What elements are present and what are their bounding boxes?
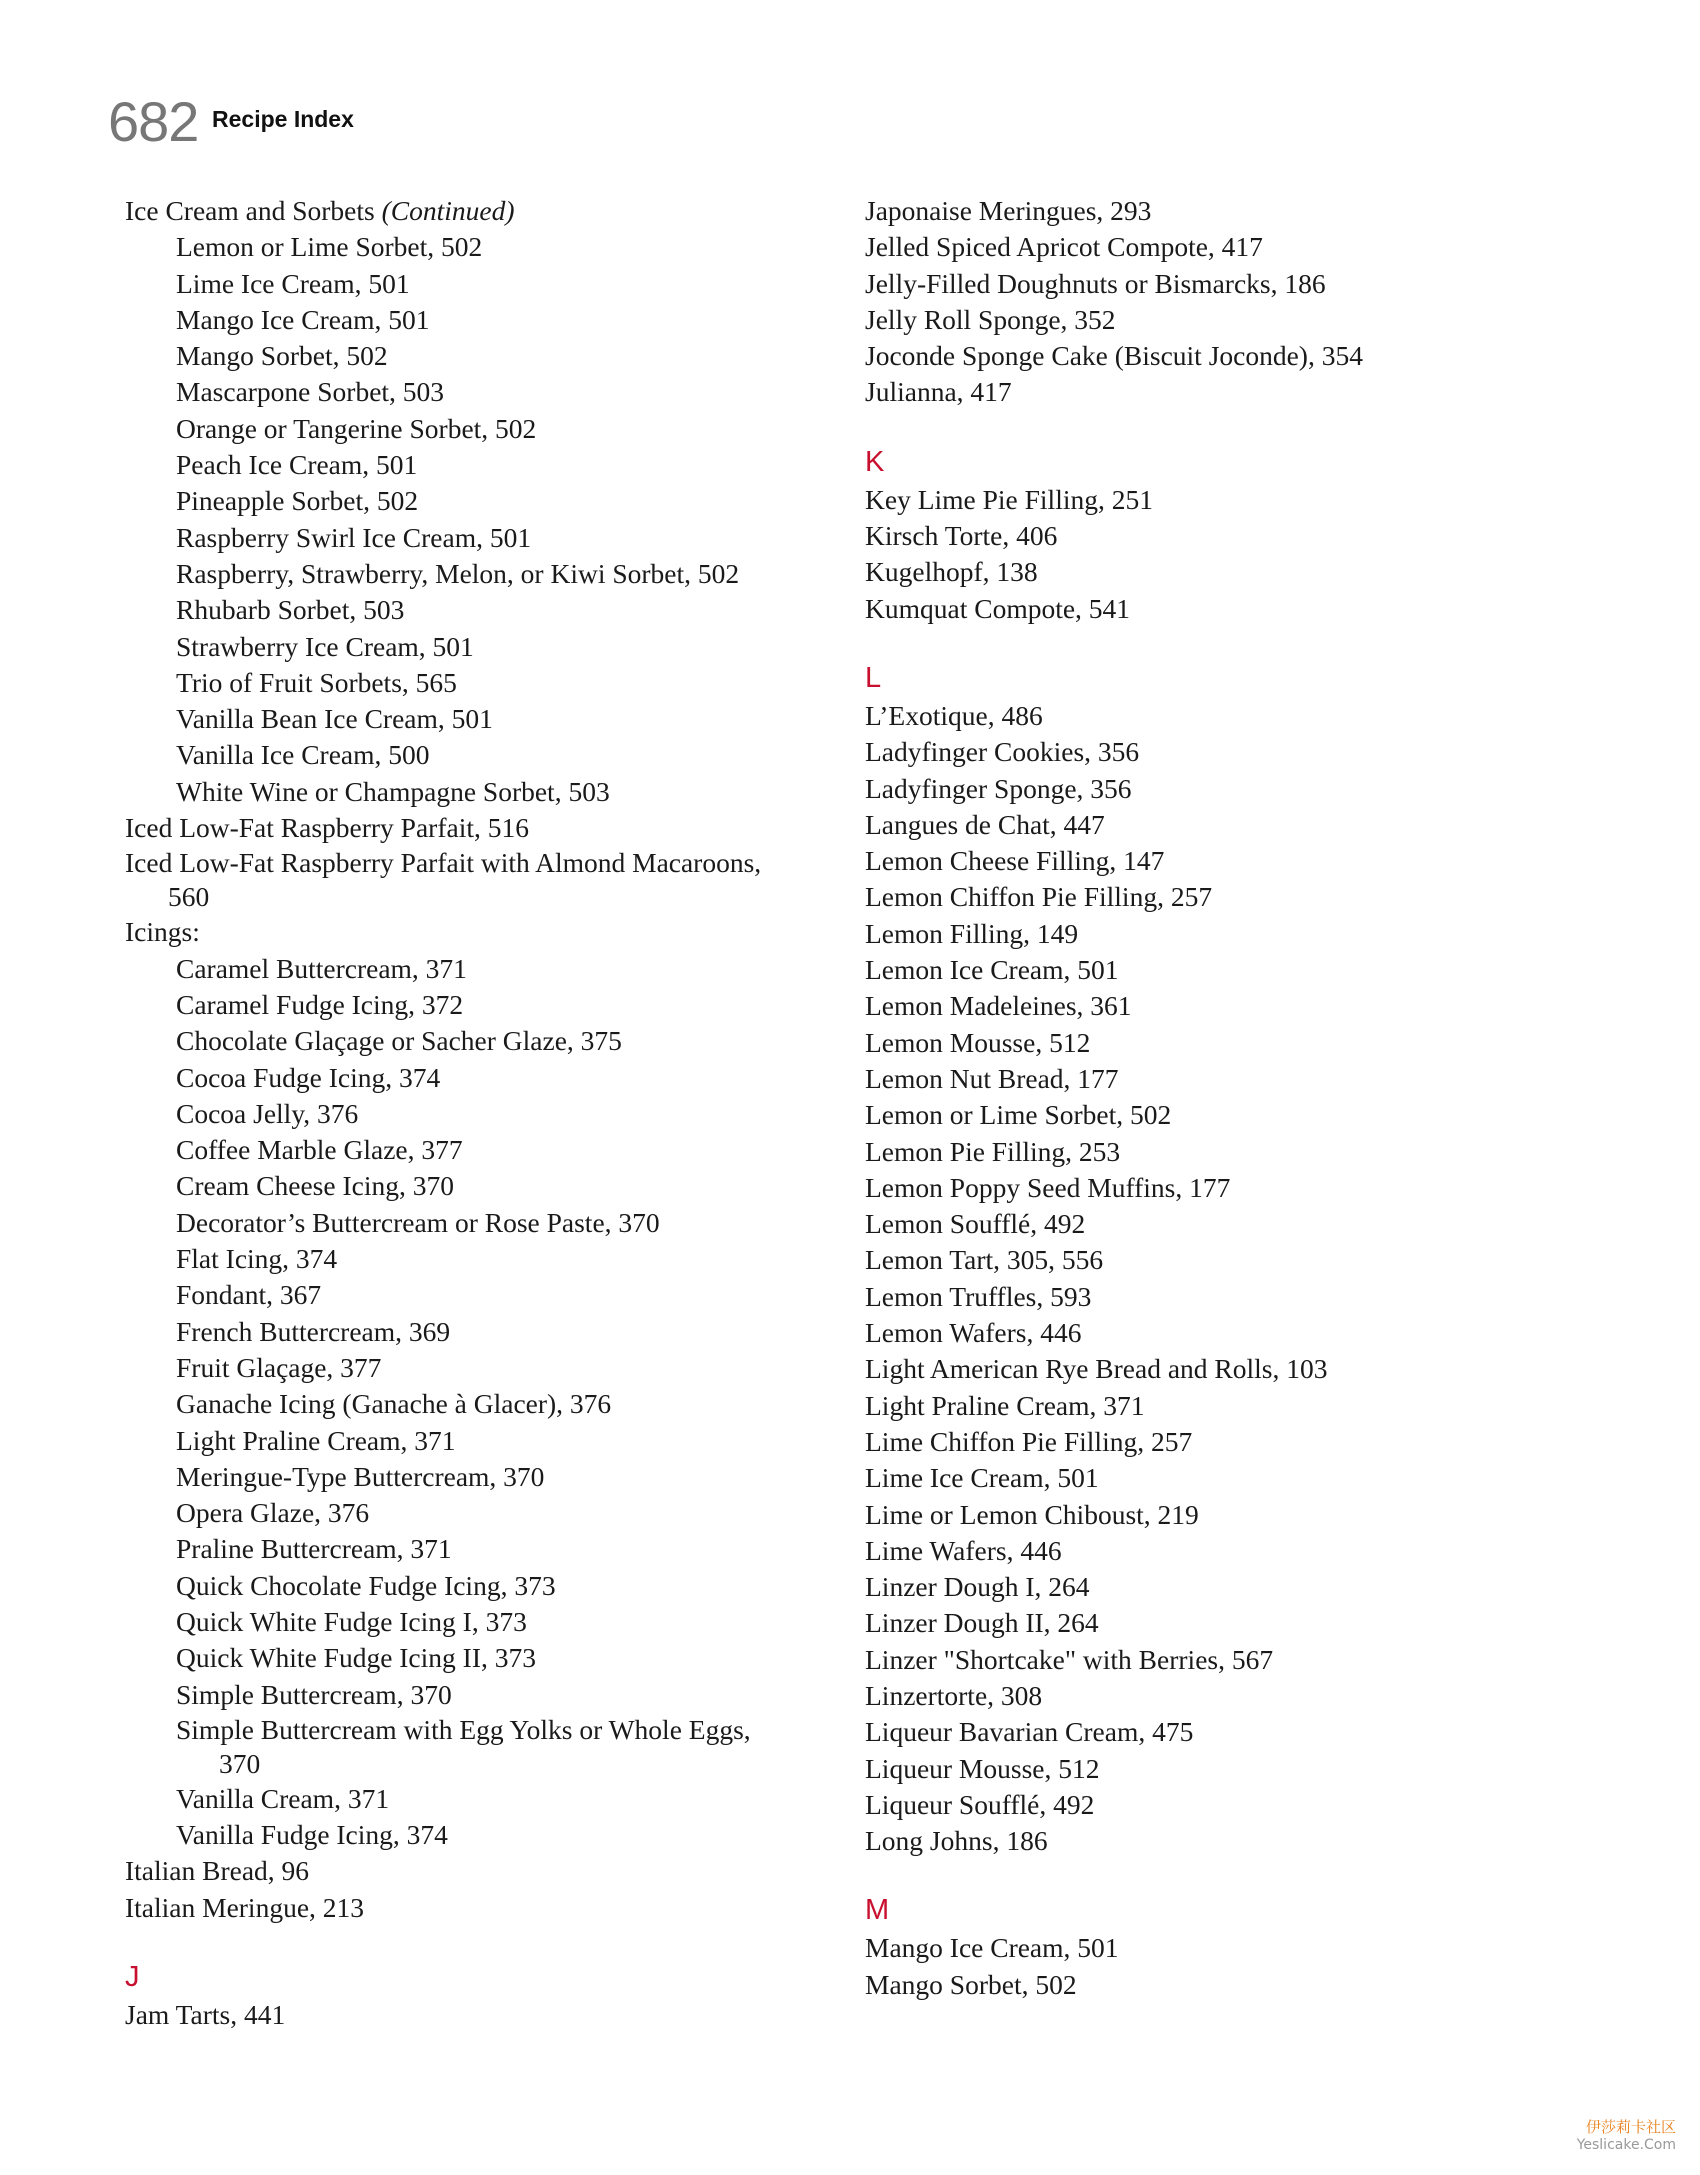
index-subentry: Fruit Glaçage, 377 — [176, 1351, 382, 1383]
index-entry: Light American Rye Bread and Rolls, 103 — [865, 1353, 1328, 1385]
running-title: Recipe Index — [212, 106, 354, 132]
index-subentry: Quick White Fudge Icing II, 373 — [176, 1642, 536, 1674]
index-entry: Lime Chiffon Pie Filling, 257 — [865, 1425, 1193, 1457]
index-entry: Kirsch Torte, 406 — [865, 520, 1058, 552]
index-subentry: Strawberry Ice Cream, 501 — [176, 630, 474, 662]
index-entry: Lime Wafers, 446 — [865, 1534, 1062, 1566]
index-entry: Lemon Soufflé, 492 — [865, 1208, 1086, 1240]
index-entry: Key Lime Pie Filling, 251 — [865, 483, 1153, 515]
index-subentry: Raspberry Swirl Ice Cream, 501 — [176, 521, 532, 553]
k-entries — [865, 482, 1585, 627]
index-entry: Liqueur Bavarian Cream, 475 — [865, 1716, 1194, 1748]
index-subentry: Lemon or Lime Sorbet, 502 — [176, 231, 483, 263]
m-entries — [865, 1930, 1585, 2003]
watermark-chinese: 伊莎莉卡社区 — [1585, 2118, 1676, 2136]
index-subentry: French Buttercream, 369 — [176, 1315, 451, 1347]
watermark — [1577, 2118, 1676, 2154]
index-entry: Ladyfinger Cookies, 356 — [865, 736, 1140, 768]
index-entry: Italian Meringue, 213 — [125, 1891, 365, 1923]
index-entry: Lemon Ice Cream, 501 — [865, 954, 1119, 986]
index-subentry: Cocoa Jelly, 376 — [176, 1097, 359, 1129]
index-entry: Lime or Lemon Chiboust, 219 — [865, 1498, 1199, 1530]
letter-heading-m: M — [865, 1894, 890, 1927]
j-entries-continued — [865, 193, 1585, 411]
index-subentry: Lime Ice Cream, 501 — [176, 267, 410, 299]
index-subentry: Light Praline Cream, 371 — [176, 1424, 456, 1456]
index-entry: Lemon Nut Bread, 177 — [865, 1062, 1119, 1094]
index-entry: Mango Ice Cream, 501 — [865, 1932, 1119, 1964]
index-subentry: White Wine or Champagne Sorbet, 503 — [176, 775, 610, 807]
index-entry: Jam Tarts, 441 — [125, 1999, 286, 2031]
index-subentry: Peach Ice Cream, 501 — [176, 449, 418, 481]
watermark-site: Yeslicake.Com — [1576, 2137, 1676, 2153]
letter-heading-k: K — [865, 445, 885, 478]
index-subentry: Decorator’s Buttercream or Rose Paste, 370 — [176, 1206, 660, 1238]
index-entry: Lemon Chiffon Pie Filling, 257 — [865, 881, 1213, 913]
index-subentry: Orange or Tangerine Sorbet, 502 — [176, 412, 537, 444]
index-subentry: Pineapple Sorbet, 502 — [176, 485, 419, 517]
index-subentry: Meringue-Type Buttercream, 370 — [176, 1460, 545, 1492]
section-heading-icings: Icings: — [125, 916, 200, 948]
section-heading-ice-cream: Ice Cream and Sorbets (Continued) — [125, 195, 515, 226]
index-subentry: Cream Cheese Icing, 370 — [176, 1170, 454, 1202]
index-subentry: Raspberry, Strawberry, Melon, or Kiwi Sorbet, 502 — [176, 557, 740, 589]
index-entry: Iced Low-Fat Raspberry Parfait with Almond Macaroons, 560 — [125, 847, 762, 913]
index-entry: Lemon Truffles, 593 — [865, 1280, 1092, 1312]
index-entry: Linzer "Shortcake" with Berries, 567 — [865, 1643, 1274, 1675]
letter-heading-l: L — [865, 661, 882, 694]
index-subentry: Ganache Icing (Ganache à Glacer), 376 — [176, 1388, 612, 1420]
index-entry: Lemon Wafers, 446 — [865, 1317, 1082, 1349]
index-entry: Joconde Sponge Cake (Biscuit Joconde), 354 — [865, 340, 1363, 372]
index-entry: Kumquat Compote, 541 — [865, 592, 1131, 624]
index-entry: Lemon Tart, 305, 556 — [865, 1244, 1104, 1276]
index-entry: Lemon Filling, 149 — [865, 917, 1079, 949]
ice-cream-subentries — [125, 229, 815, 810]
italian-entries — [125, 1853, 815, 1926]
l-entries — [865, 698, 1585, 1860]
index-subentry: Mango Ice Cream, 501 — [176, 303, 430, 335]
index-subentry: Trio of Fruit Sorbets, 565 — [176, 666, 457, 698]
letter-heading-j: J — [125, 1961, 140, 1994]
index-subentry: Vanilla Cream, 371 — [176, 1782, 390, 1814]
index-entry: Linzer Dough II, 264 — [865, 1607, 1099, 1639]
index-entry: Linzertorte, 308 — [865, 1679, 1043, 1711]
index-subentry: Chocolate Glaçage or Sacher Glaze, 375 — [176, 1025, 622, 1057]
index-entry: Light Praline Cream, 371 — [865, 1389, 1145, 1421]
index-entry: Jelly Roll Sponge, 352 — [865, 303, 1116, 335]
index-entry: Julianna, 417 — [865, 376, 1012, 408]
right-column — [865, 193, 1585, 2003]
icings-subentries-tail — [125, 1781, 815, 1854]
index-subentry: Flat Icing, 374 — [176, 1243, 338, 1275]
index-subentry: Cocoa Fudge Icing, 374 — [176, 1061, 441, 1093]
index-entry: Lemon Poppy Seed Muffins, 177 — [865, 1171, 1231, 1203]
index-entry: L’Exotique, 486 — [865, 699, 1043, 731]
index-entry: Long Johns, 186 — [865, 1825, 1048, 1857]
index-subentry: Mascarpone Sorbet, 503 — [176, 376, 445, 408]
index-entry: Iced Low-Fat Raspberry Parfait, 516 — [125, 812, 529, 844]
index-entry: Jelled Spiced Apricot Compote, 417 — [865, 231, 1263, 263]
index-subentry: Vanilla Bean Ice Cream, 501 — [176, 703, 493, 735]
index-entry: Lemon Pie Filling, 253 — [865, 1135, 1121, 1167]
index-entry: Ladyfinger Sponge, 356 — [865, 772, 1132, 804]
index-subentry: Praline Buttercream, 371 — [176, 1533, 452, 1565]
index-entry: Lemon Mousse, 512 — [865, 1026, 1091, 1058]
index-subentry: Rhubarb Sorbet, 503 — [176, 594, 405, 626]
index-subentry: Caramel Fudge Icing, 372 — [176, 988, 464, 1020]
index-subentry: Simple Buttercream with Egg Yolks or Whole Eggs, 370 — [176, 1713, 751, 1779]
index-entry: Lemon Cheese Filling, 147 — [865, 845, 1165, 877]
icings-subentries — [125, 951, 815, 1713]
index-subentry: Opera Glaze, 376 — [176, 1497, 370, 1529]
index-entry: Lime Ice Cream, 501 — [865, 1462, 1099, 1494]
index-entry: Langues de Chat, 447 — [865, 808, 1105, 840]
j-entries — [125, 1997, 815, 2033]
index-entry: Lemon or Lime Sorbet, 502 — [865, 1099, 1172, 1131]
index-entry: Liqueur Soufflé, 492 — [865, 1788, 1095, 1820]
index-entry: Linzer Dough I, 264 — [865, 1571, 1090, 1603]
index-subentry: Simple Buttercream, 370 — [176, 1678, 452, 1710]
index-entry: Liqueur Mousse, 512 — [865, 1752, 1100, 1784]
index-subentry: Vanilla Fudge Icing, 374 — [176, 1819, 448, 1851]
index-subentry: Fondant, 367 — [176, 1279, 322, 1311]
index-entry: Italian Bread, 96 — [125, 1855, 310, 1887]
index-subentry: Quick White Fudge Icing I, 373 — [176, 1605, 527, 1637]
index-entry: Kugelhopf, 138 — [865, 556, 1038, 588]
index-entry: Jelly-Filled Doughnuts or Bismarcks, 186 — [865, 267, 1326, 299]
index-subentry: Mango Sorbet, 502 — [176, 340, 388, 372]
index-subentry: Coffee Marble Glaze, 377 — [176, 1134, 463, 1166]
index-subentry: Caramel Buttercream, 371 — [176, 952, 467, 984]
left-column — [125, 193, 815, 2033]
index-entry: Mango Sorbet, 502 — [865, 1968, 1077, 2000]
page-number: 682 — [108, 90, 199, 153]
index-entry: Japonaise Meringues, 293 — [865, 195, 1152, 226]
index-subentry: Vanilla Ice Cream, 500 — [176, 739, 430, 771]
index-subentry: Quick Chocolate Fudge Icing, 373 — [176, 1569, 556, 1601]
index-entry: Lemon Madeleines, 361 — [865, 990, 1132, 1022]
